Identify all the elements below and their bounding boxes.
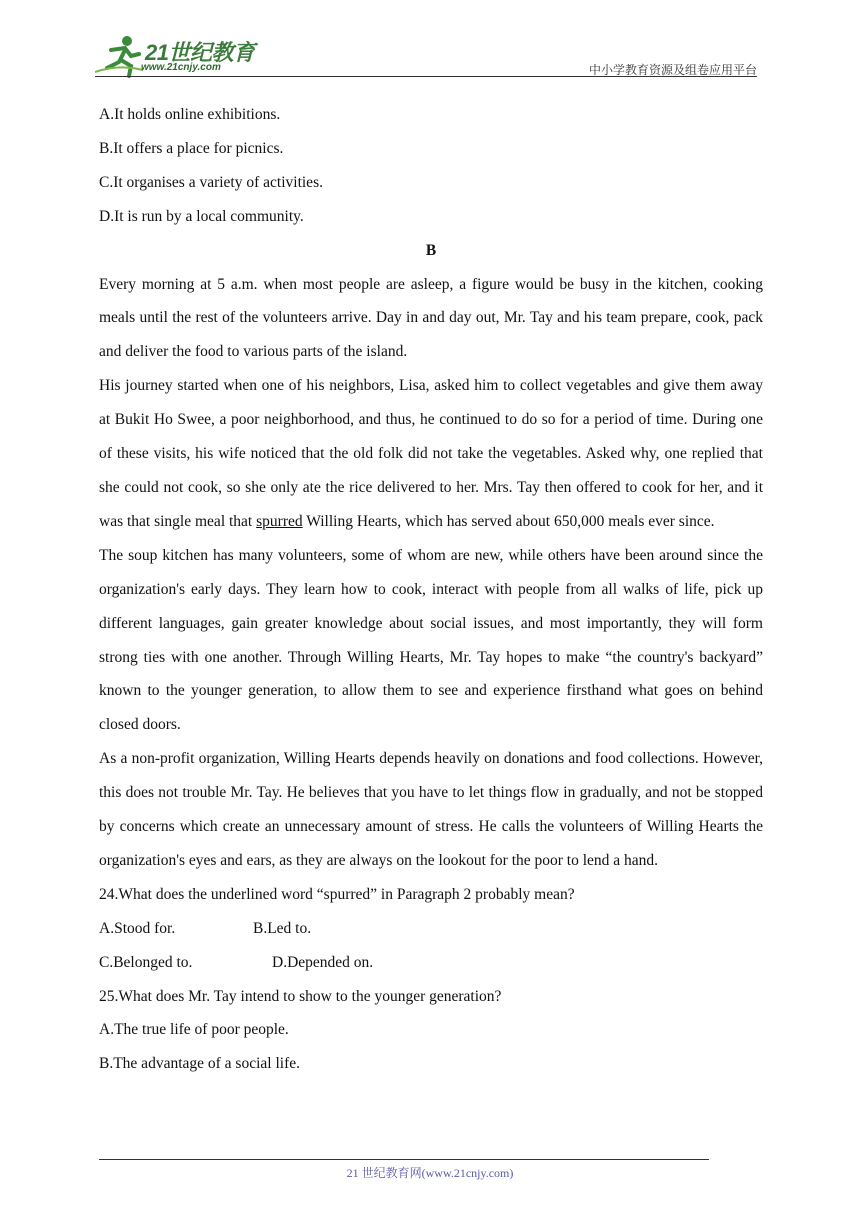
q24-options-row-1 — [99, 912, 763, 946]
q24-options-row-2 — [99, 946, 763, 980]
section-heading: B — [425, 241, 437, 259]
page-footer: 21 世纪教育网(www.21cnjy.com) — [346, 1166, 514, 1180]
q24-option-d: D.Depended on. — [272, 953, 374, 971]
q24-stem: 24.What does the underlined word “spurred” in Paragraph 2 probably mean? — [99, 885, 575, 903]
q24-option-b: B.Led to. — [253, 919, 312, 937]
logo-url: www.21cnjy.com — [141, 62, 221, 73]
passage-paragraph-1: Every morning at 5 a.m. when most people are asleep, a figure would be busy in the kitchen, cooking meals until the rest of the volunteers arrive. Day in and day out, Mr. Tay and his team prepare, cook, pack and deliver the food to various parts of the island. — [99, 275, 763, 361]
header-slogan: 中小学教育资源及组卷应用平台 — [588, 63, 757, 77]
logo-text: 21世纪教育 — [145, 40, 255, 65]
q25-option-b: B.The advantage of a social life. — [99, 1055, 300, 1073]
q25-option-a: A.The true life of poor people. — [99, 1021, 289, 1039]
document-body — [99, 98, 763, 1081]
paragraph-2-text-before: His journey started when one of his neighbors, Lisa, asked him to collect vegetables and give them away at Bukit Ho Swee, a poor neighborhood, and thus, he continued to do so for a period of time. During one of these visits, his wife noticed that the old folk did not take the vegetables. Asked why, one replied that she could not cook, so she only ate the rice delivered to her. Mrs. Tay then offered to cook for her, and it was that single meal that — [99, 377, 763, 530]
q25-stem: 25.What does Mr. Tay intend to show to the younger generation? — [99, 987, 502, 1005]
underlined-word: spurred — [256, 512, 303, 530]
passage-paragraph-3: The soup kitchen has many volunteers, some of whom are new, while others have been around since the organization's early days. They learn how to cook, interact with people from all walks of life, pick up different languages, gain greater knowledge about social issues, and most importantly, they will form strong ties with one another. Through Willing Hearts, Mr. Tay hopes to make “the country's backyard” known to the younger generation, to allow them to see and experience firsthand what goes on behind closed doors. — [99, 546, 763, 734]
page-header — [95, 30, 765, 80]
q24-option-c: C.Belonged to. — [99, 953, 193, 971]
q23-option-a: A.It holds online exhibitions. — [99, 106, 281, 123]
runner-logo-icon — [95, 34, 145, 78]
site-logo — [95, 30, 265, 78]
paragraph-2-text-after: Willing Hearts, which has served about 650,000 meals ever since. — [302, 512, 715, 530]
q23-option-c: C.It organises a variety of activities. — [99, 173, 323, 191]
header-divider — [95, 76, 757, 77]
q23-option-b: B.It offers a place for picnics. — [99, 139, 284, 157]
passage-paragraph-4: As a non-profit organization, Willing Hearts depends heavily on donations and food collections. However, this does not trouble Mr. Tay. He believes that you have to let things flow in gradually, and not be stopped by concerns which create an unnecessary amount of stress. He calls the volunteers of Willing Hearts the organization's eyes and ears, as they are always on the lookout for the poor to lend a hand. — [99, 750, 763, 869]
q24-option-a: A.Stood for. — [99, 919, 176, 937]
q23-option-d: D.It is run by a local community. — [99, 207, 304, 225]
footer-divider — [99, 1159, 709, 1160]
passage-paragraph-2 — [99, 369, 763, 539]
